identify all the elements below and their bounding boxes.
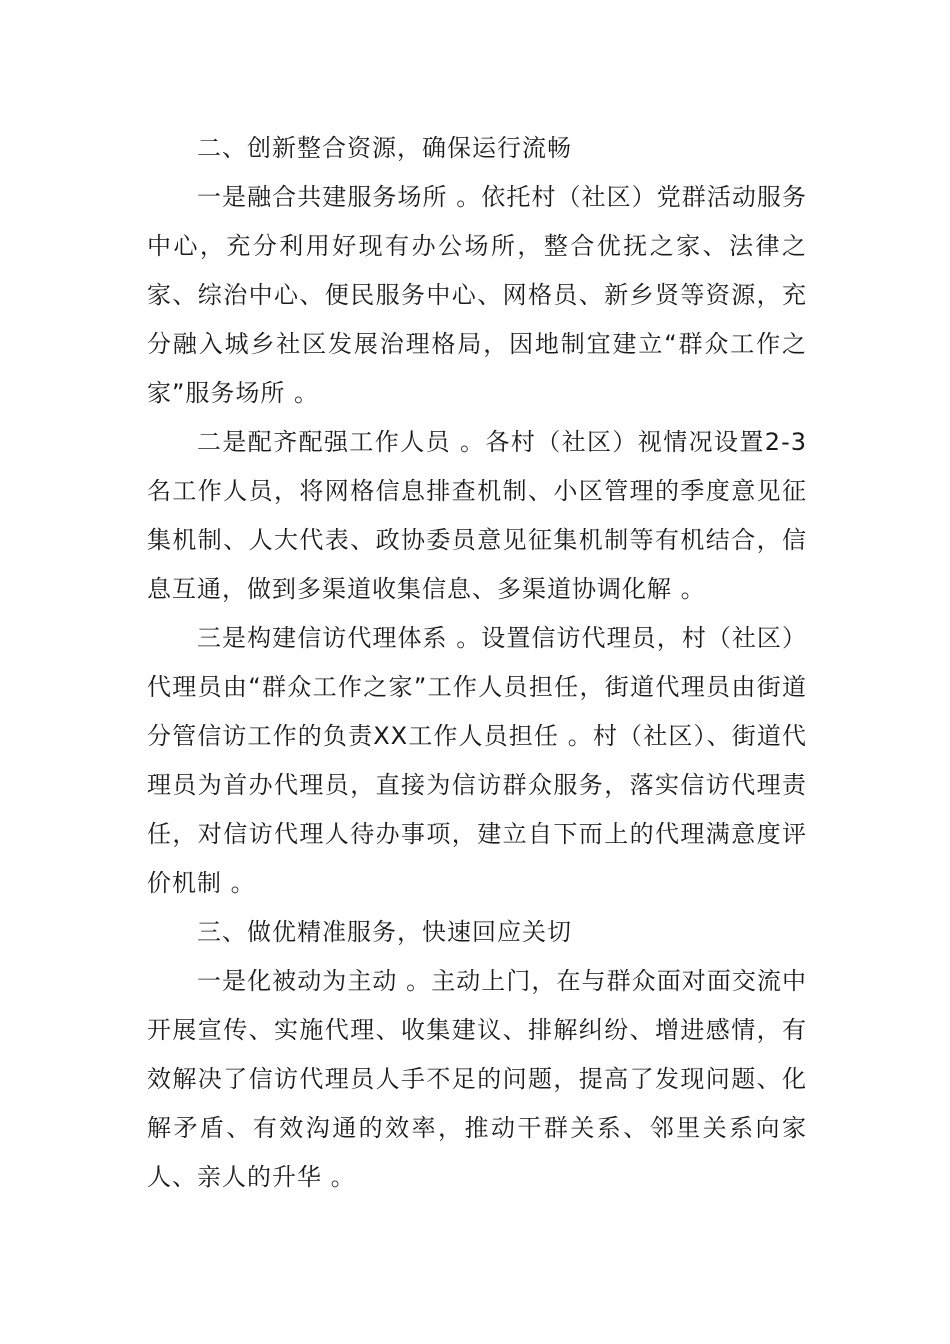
document-body xyxy=(147,124,807,1202)
paragraph-proactive-service: 一是化被动为主动 。主动上门，在与群众面对面交流中开展宣传、实施代理、收集建议、排解纠纷、增进感情，有效解决了信访代理员人手不足的问题，提高了发现问题、化解矛盾、有效沟通的效率，推动干群关系、邻里关系向家人、亲人的升华 。 xyxy=(147,967,807,1191)
paragraph-service-venue: 一是融合共建服务场所 。依托村（社区）党群活动服务中心，充分利用好现有办公场所，整合优抚之家、法律之家、综治中心、便民服务中心、网格员、新乡贤等资源，充分融入城乡社区发展治理格局，因地制宜建立“群众工作之家”服务场所 。 xyxy=(147,183,807,407)
section-heading-2: 二、创新整合资源，确保运行流畅 xyxy=(197,134,572,162)
section-heading-3: 三、做优精准服务，快速回应关切 xyxy=(197,918,572,946)
paragraph-staffing: 二是配齐配强工作人员 。各村（社区）视情况设置2-3名工作人员，将网格信息排查机制、小区管理的季度意见征集机制、人大代表、政协委员意见征集机制等有机结合，信息互通，做到多渠道收集信息、多渠道协调化解 。 xyxy=(147,428,807,603)
paragraph-petition-agent-system: 三是构建信访代理体系 。设置信访代理员，村（社区）代理员由“群众工作之家”工作人员担任，街道代理员由街道分管信访工作的负责XX工作人员担任 。村（社区）、街道代理员为首办代理员，直接为信访群众服务，落实信访代理责任，对信访代理人待办事项，建立自下而上的代理满意度评价机制 。 xyxy=(147,624,807,897)
